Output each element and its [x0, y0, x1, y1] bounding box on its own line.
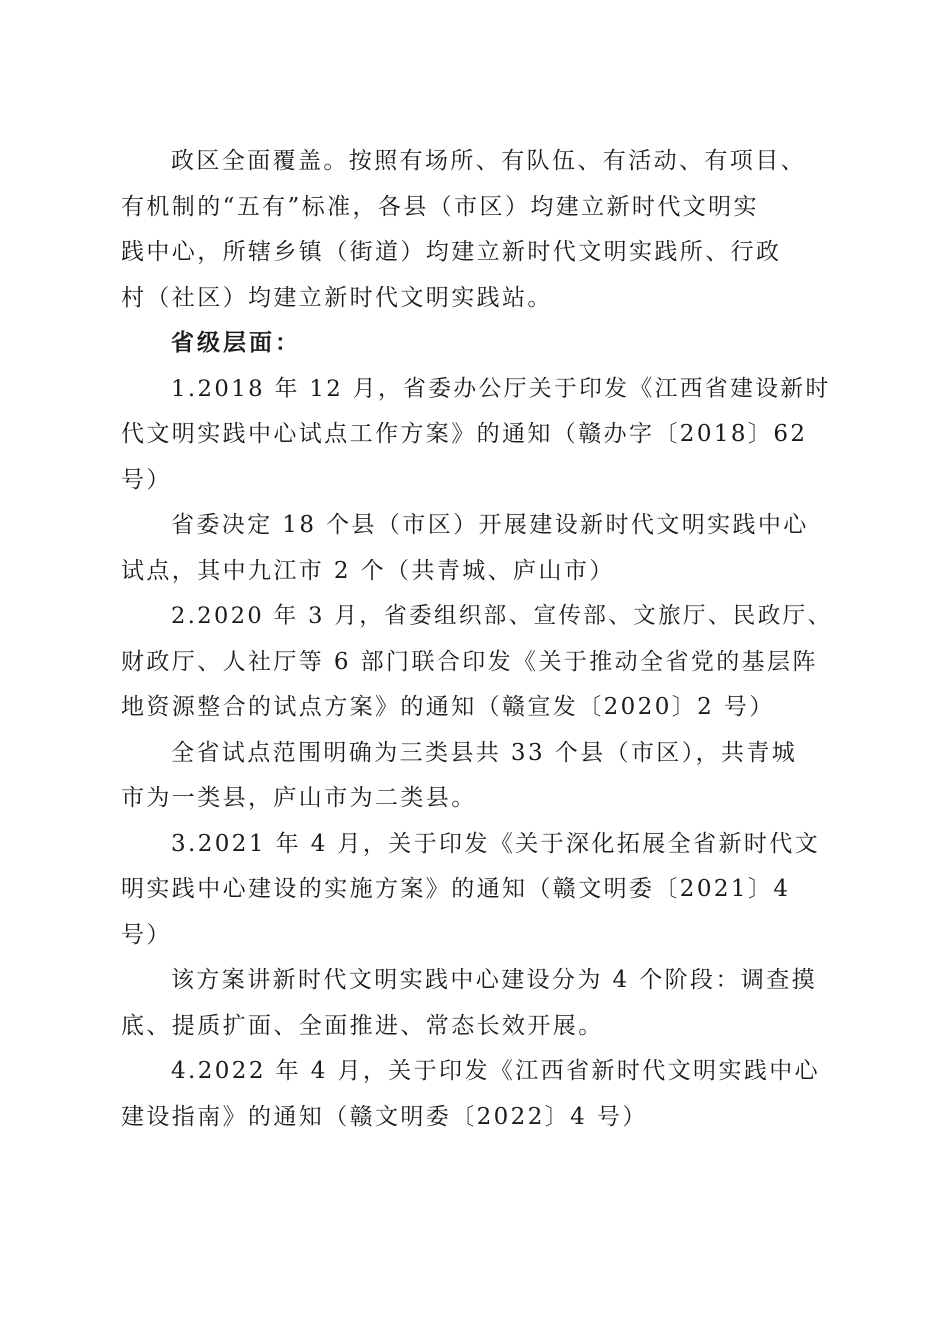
list-item-line: 财政厅、人社厅等 6 部门联合印发《关于推动全省党的基层阵 [121, 648, 818, 675]
body-text-line: 底、提质扩面、全面推进、常态长效开展。 [121, 1012, 604, 1039]
list-item-line: 代文明实践中心试点工作方案》的通知（赣办字〔2018〕62 [121, 421, 808, 447]
body-text-line: 省委决定 18 个县（市区）开展建设新时代文明实践中心 [171, 512, 809, 538]
body-text-line: 市为一类县，庐山市为二类县。 [121, 785, 477, 811]
list-item-line: 号） [121, 921, 172, 948]
body-text-line: 该方案讲新时代文明实践中心建设分为 4 个阶段：调查摸 [171, 967, 818, 993]
list-item-line: 明实践中心建设的实施方案》的通知（赣文明委〔2021〕4 [121, 876, 791, 902]
list-item-line: 建设指南》的通知（赣文明委〔2022〕4 号） [121, 1103, 648, 1130]
list-item-line: 1.2018 年 12 月，省委办公厅关于印发《江西省建设新时 [171, 375, 831, 402]
list-item-line: 3.2021 年 4 月，关于印发《关于深化拓展全省新时代文 [171, 830, 821, 857]
body-text-line: 全省试点范围明确为三类县共 33 个县（市区），共青城 [171, 739, 798, 766]
body-text-line: 有机制的“五有”标准，各县（市区）均建立新时代文明实 [121, 193, 759, 220]
body-text-line: 村（社区）均建立新时代文明实践站。 [121, 284, 553, 311]
body-text-line: 政区全面覆盖。按照有场所、有队伍、有活动、有项目、 [171, 148, 806, 174]
section-heading: 省级层面： [171, 330, 301, 356]
body-text-line: 试点，其中九江市 2 个（共青城、庐山市） [121, 557, 615, 584]
list-item-line: 号） [121, 466, 172, 493]
list-item-line: 4.2022 年 4 月，关于印发《江西省新时代文明实践中心 [171, 1058, 821, 1084]
body-text-line: 践中心，所辖乡镇（街道）均建立新时代文明实践所、行政 [121, 239, 782, 265]
list-item-line: 地资源整合的试点方案》的通知（赣宣发〔2020〕2 号） [121, 694, 775, 720]
document-body [121, 139, 833, 1140]
list-item-line: 2.2020 年 3 月，省委组织部、宣传部、文旅厅、民政厅、 [171, 603, 833, 629]
